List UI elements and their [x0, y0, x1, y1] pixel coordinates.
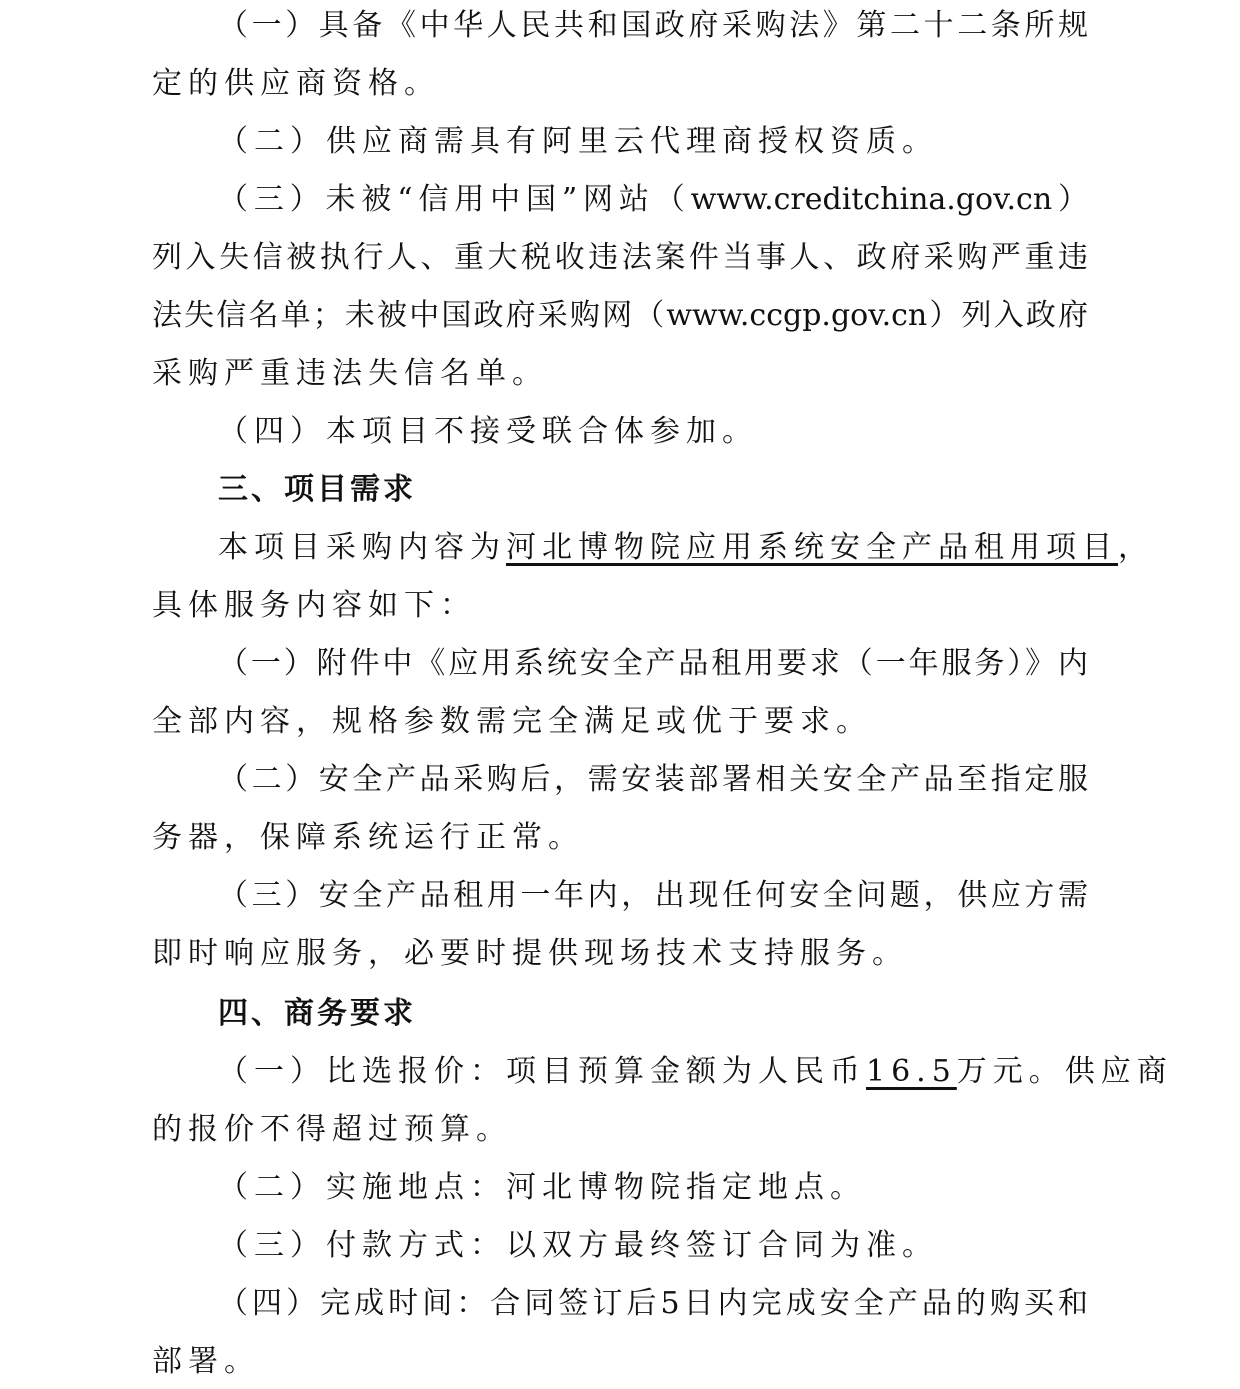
- section-3-item-1-line-1: （一）附件中《应用系统安全产品租用要求（一年服务）》内: [218, 646, 1088, 681]
- section-3-heading: 三、项目需求: [218, 472, 416, 507]
- section-4-item-1-line-2: 的报价不得超过预算。: [152, 1112, 512, 1147]
- qualification-item-1-line-1: （一）具备《中华人民共和国政府采购法》第二十二条所规: [218, 8, 1088, 43]
- qualification-item-4: （四）本项目不接受联合体参加。: [218, 414, 758, 449]
- section-3-item-3-line-2: 即时响应服务，必要时提供现场技术支持服务。: [152, 936, 908, 971]
- qualification-item-3-line-4: 采购严重违法失信名单。: [152, 356, 548, 391]
- section-4-heading: 四、商务要求: [218, 996, 416, 1031]
- section-3-item-2-line-1: （二）安全产品采购后，需安装部署相关安全产品至指定服: [218, 762, 1088, 797]
- section-4-item-4-line-1: （四）完成时间：合同签订后5日内完成安全产品的购买和: [218, 1286, 1088, 1321]
- qualification-item-2: （二）供应商需具有阿里云代理商授权资质。: [218, 124, 938, 159]
- section-3-intro-line-1: [218, 528, 1154, 568]
- qualification-item-3-line-1: （三）未被“信用中国”网站（www.creditchina.gov.cn）: [218, 182, 1088, 217]
- section-4-item-1-prefix: （一）比选报价：项目预算金额为人民币: [218, 1054, 866, 1089]
- section-4-item-1-line-1: [218, 1052, 1173, 1092]
- budget-amount: 16.5: [866, 1054, 957, 1089]
- section-3-intro-prefix: 本项目采购内容为: [218, 530, 506, 565]
- section-3-intro-line-2: 具体服务内容如下：: [152, 588, 476, 623]
- qualification-item-3-line-3: 法失信名单；未被中国政府采购网（www.ccgp.gov.cn）列入政府: [152, 298, 1088, 333]
- project-name: 河北博物院应用系统安全产品租用项目: [506, 530, 1118, 565]
- section-4-item-2: （二）实施地点：河北博物院指定地点。: [218, 1170, 866, 1205]
- section-3-item-2-line-2: 务器，保障系统运行正常。: [152, 820, 584, 855]
- qualification-item-3-line-2: 列入失信被执行人、重大税收违法案件当事人、政府采购严重违: [152, 240, 1088, 275]
- section-3-intro-suffix: ，: [1118, 530, 1154, 565]
- qualification-item-1-line-2: 定的供应商资格。: [152, 66, 440, 101]
- section-4-item-3: （三）付款方式：以双方最终签订合同为准。: [218, 1228, 938, 1263]
- section-4-item-1-suffix: 万元。供应商: [956, 1054, 1173, 1089]
- section-4-item-4-line-2: 部署。: [152, 1344, 260, 1379]
- section-3-item-1-line-2: 全部内容，规格参数需完全满足或优于要求。: [152, 704, 872, 739]
- section-3-item-3-line-1: （三）安全产品租用一年内，出现任何安全问题，供应方需: [218, 878, 1088, 913]
